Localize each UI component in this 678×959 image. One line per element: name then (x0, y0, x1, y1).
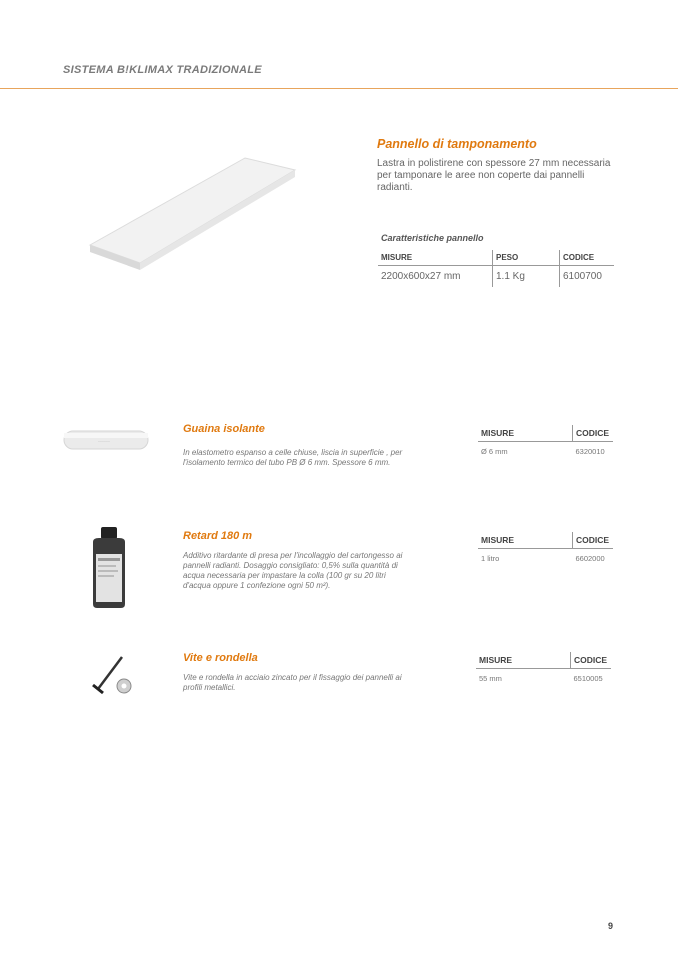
screw-washer-image (88, 653, 138, 698)
column-header: CODICE (571, 652, 612, 669)
table-cell: 6100700 (560, 266, 615, 288)
product-description: In elastometro espanso a celle chiuse, liscia in superficie , per l'isolamento termico del tubo PB Ø 6 mm. Spessore 6 mm. (183, 448, 403, 467)
column-header: MISURE (481, 535, 515, 545)
product-description: Lastra in polistirene con spessore 27 mm necessaria per tamponare le aree non coperte dai pannelli radianti. (377, 158, 611, 193)
column-header: PESO (493, 250, 560, 266)
product-title: Guaina isolante (183, 423, 265, 435)
table-cell: 1 litro (481, 554, 500, 563)
table-row (478, 442, 613, 462)
table-cell: 1.1 Kg (493, 266, 560, 288)
table-cell: 55 mm (479, 674, 502, 683)
specs-table (478, 425, 613, 461)
table-caption: Caratteristiche pannello (381, 233, 484, 243)
svg-text:······: ······ (98, 439, 110, 445)
page-header-title: SISTEMA B!KLIMAX TRADIZIONALE (63, 64, 262, 76)
table-cell: Ø 6 mm (481, 447, 508, 456)
panel-image (85, 150, 300, 275)
header-divider (0, 88, 678, 89)
bottle-image (85, 524, 135, 609)
specs-table (478, 532, 613, 568)
product-title: Retard 180 m (183, 530, 253, 542)
page-number: 9 (607, 921, 613, 931)
product-title: Vite e rondella (183, 652, 258, 664)
table-cell: 6320010 (575, 447, 605, 456)
column-header: MISURE (381, 253, 413, 262)
sleeve-image (62, 425, 152, 455)
table-row (476, 669, 611, 689)
product-description: Vite e rondella in acciaio zincato per il fissaggio dei pannelli ai profili metallici. (183, 673, 402, 692)
column-header: CODICE (560, 250, 615, 266)
table-row (478, 549, 613, 569)
column-header: MISURE (481, 428, 515, 438)
specs-table (476, 652, 611, 688)
column-header: CODICE (573, 425, 614, 442)
table-cell: 6602000 (575, 554, 605, 563)
product-description: Additivo ritardante di presa per l'incollaggio del cartongesso ai pannelli radianti. Dosaggio consigliato: 0,5% sulla quantità di acqua necessaria per impastare la colla (100 gr su 20 litri d'acqua oppure 1 confezione ogni 50 m²). (183, 551, 403, 590)
specs-table (378, 250, 614, 287)
column-header: CODICE (573, 532, 614, 549)
table-row (378, 266, 614, 288)
table-cell: 2200x600x27 mm (381, 271, 461, 282)
column-header: MISURE (479, 655, 513, 665)
product-title: Pannello di tamponamento (377, 137, 537, 151)
table-cell: 6510005 (573, 674, 603, 683)
